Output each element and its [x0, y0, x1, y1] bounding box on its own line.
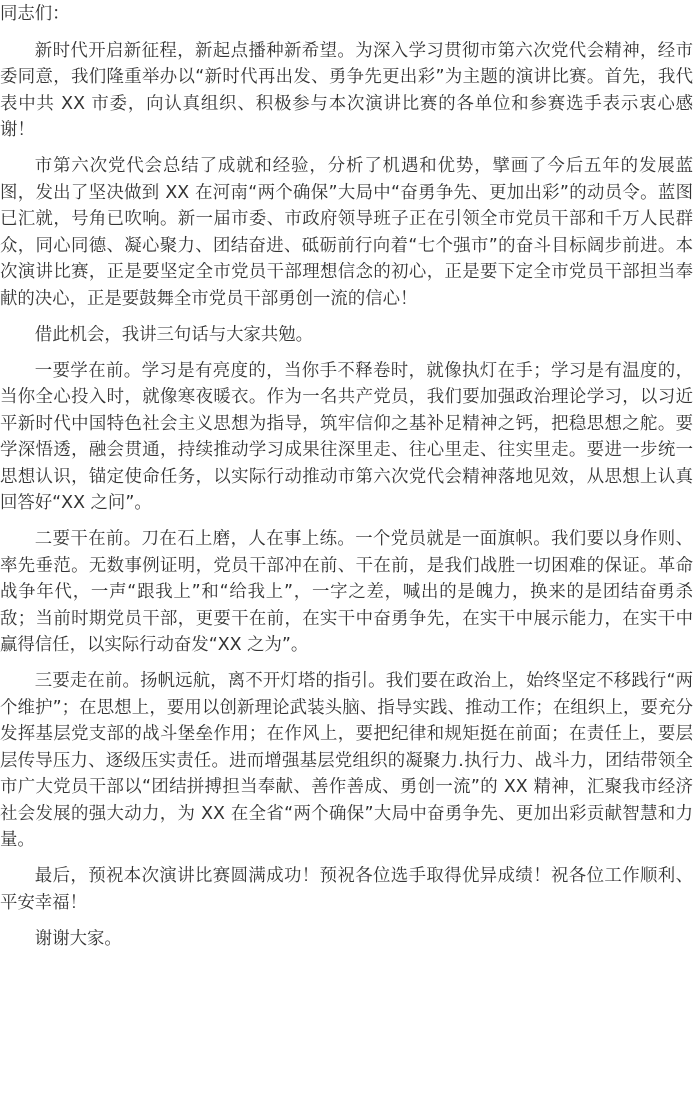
paragraph-learn-first: 一要学在前。学习是有亮度的，当你手不释卷时，就像执灯在手；学习是有温度的，当你全心投入时，就像寒夜暖衣。作为一名共产党员，我们要加强政治理论学习，以习近平新时代中国特色社会主义思想为指导，筑牢信仰之基补足精神之钙，把稳思想之舵。要学深悟透，融会贯通，持续推动学习成果往深里走、往心里走、往实里走。要进一步统一思想认识，锚定使命任务，以实际行动推动市第六次党代会精神落地见效，从思想上认真回答好“XX 之问”。 — [0, 360, 693, 513]
paragraph-opening: 新时代开启新征程，新起点播种新希望。为深入学习贯彻市第六次党代会精神，经市委同意，我们隆重举办以“新时代再出发、勇争先更出彩”为主题的演讲比赛。首先，我代表中共 XX 市委，向认真组织、积极参与本次演讲比赛的各单位和参赛选手表示衷心感谢！ — [0, 40, 693, 140]
paragraph-thanks: 谢谢大家。 — [34, 928, 122, 949]
paragraph-lead-first: 三要走在前。扬帆远航，离不开灯塔的指引。我们要在政治上，始终坚定不移践行“两个维护”；在思想上，要用以创新理论武装头脑、指导实践、推动工作；在组织上，要充分发挥基层党支部的战斗堡垒作用；在作风上，要把纪律和规矩挺在前面；在责任上，要层层传导压力、逐级压实责任。进而增强基层党组织的凝聚力.执行力、战斗力，团结带领全市广大党员干部以“团结拼搏担当奉献、善作善成、勇创一流”的 XX 精神，汇聚我市经济社会发展的强大动力，为 XX 在全省“两个确保”大局中奋勇争先、更加出彩贡献智慧和力量。 — [0, 671, 693, 850]
paragraph-act-first: 二要干在前。刀在石上磨，人在事上练。一个党员就是一面旗帜。我们要以身作则、率先垂范。无数事例证明，党员干部冲在前、干在前，是我们战胜一切困难的保证。革命战争年代，一声“跟我上”和“给我上”，一字之差，喊出的是魄力，换来的是团结奋勇杀敌；当前时期党员干部，更要干在前，在实干中奋勇争先，在实干中展示能力，在实干中赢得信任，以实际行动奋发“XX 之为”。 — [0, 529, 693, 655]
paragraph-three-points-intro: 借此机会，我讲三句话与大家共勉。 — [34, 324, 314, 345]
paragraph-closing-wishes: 最后，预祝本次演讲比赛圆满成功！预祝各位选手取得优异成绩！祝各位工作顺利、平安幸福！ — [0, 866, 693, 913]
paragraph-congress-summary: 市第六次党代会总结了成就和经验，分析了机遇和优势，擘画了今后五年的发展蓝图，发出了坚决做到 XX 在河南“两个确保”大局中“奋勇争先、更加出彩”的动员令。蓝图已汇就，号角已吹响。新一届市委、市政府领导班子正在引领全市党员干部和千万人民群众，同心同德、凝心聚力、团结奋进、砥砺前行向着“七个强市”的奋斗目标阔步前进。本次演讲比赛，正是要坚定全市党员干部理想信念的初心，正是要下定全市党员干部担当奉献的决心，正是要鼓舞全市党员干部勇创一流的信心！ — [0, 156, 693, 309]
greeting: 同志们： — [0, 4, 70, 24]
